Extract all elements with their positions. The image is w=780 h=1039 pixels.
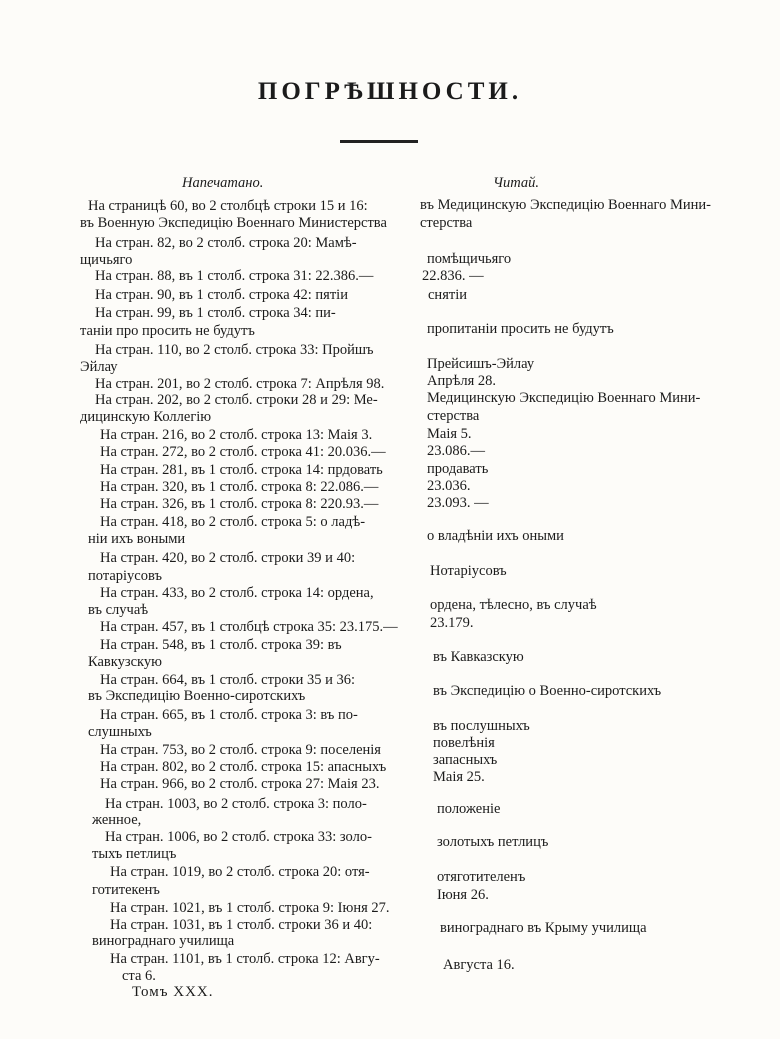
right-line: продавать <box>427 461 489 477</box>
left-line: На стран. 548, въ 1 столб. строка 39: въ <box>100 637 342 653</box>
right-line: ордена, тѣлесно, въ случаѣ <box>430 597 597 613</box>
left-line: въ Военную Экспедицію Военнаго Министерства <box>80 215 387 231</box>
right-line: стерства <box>427 408 480 424</box>
right-line: помѣщичьяго <box>427 251 512 267</box>
left-line: На стран. 664, въ 1 столб. строки 35 и 36: <box>100 672 356 688</box>
left-line: ніи ихъ воными <box>88 531 186 547</box>
left-line: На стран. 1003, во 2 столб. строка 3: поло- <box>105 796 367 812</box>
right-line: 23.179. <box>430 615 474 631</box>
left-line: На стран. 88, въ 1 столб. строка 31: 22.386.— <box>95 268 374 284</box>
left-line: щичьяго <box>80 252 133 268</box>
right-line: 23.086.— <box>427 443 485 459</box>
right-line: въ Экспедицію о Военно-сиротскихъ <box>433 683 662 699</box>
right-line: запасныхъ <box>433 752 498 768</box>
right-line: отяготителенъ <box>437 869 526 885</box>
left-line: Эйлау <box>80 359 118 375</box>
left-line: На стран. 420, во 2 столб. строки 39 и 40: <box>100 550 356 566</box>
printed-column-header: Напечатано. <box>182 175 264 191</box>
left-line: дицинскую Коллегію <box>80 409 212 425</box>
page-title: ПОГРѢШНОСТИ. <box>257 78 523 105</box>
left-line: готитекенъ <box>92 882 160 898</box>
left-line: На стран. 202, во 2 столб. строки 28 и 29: Ме- <box>95 392 378 408</box>
volume-footer: Томъ XXX. <box>132 984 214 1000</box>
right-line: Августа 16. <box>443 957 515 973</box>
left-line: На стран. 418, во 2 столб. строка 5: о ладѣ- <box>100 514 366 530</box>
left-line: Кавкузскую <box>88 654 162 670</box>
right-line: въ Медицинскую Экспедицію Военнаго Мини- <box>420 197 711 213</box>
right-line: 22.836. — <box>422 268 484 284</box>
left-line: На стран. 1006, во 2 столб. строка 33: золо- <box>105 829 372 845</box>
left-line: На стран. 1031, въ 1 столб. строки 36 и 40: <box>110 917 373 933</box>
right-line: Нотаріусовъ <box>430 563 507 579</box>
right-line: пропитаніи просить не будутъ <box>427 321 614 337</box>
left-line: На стран. 457, въ 1 столбцѣ строка 35: 23.175.— <box>100 619 398 635</box>
right-line: въ послушныхъ <box>433 718 530 734</box>
title-rule <box>340 140 418 143</box>
right-line: Маія 5. <box>427 426 472 442</box>
right-line: стерства <box>420 215 473 231</box>
left-line: На стран. 82, во 2 столб. строка 20: Мамѣ- <box>95 235 357 251</box>
left-line: На стран. 802, во 2 столб. строка 15: апасныхъ <box>100 759 387 775</box>
left-line: На стран. 216, во 2 столб. строка 13: Маія 3. <box>100 427 373 443</box>
left-line: женное, <box>92 812 142 828</box>
left-line: На стран. 99, въ 1 столб. строка 34: пи- <box>95 305 336 321</box>
left-line: На стран. 433, во 2 столб. строка 14: ордена, <box>100 585 374 601</box>
left-line: На стран. 110, во 2 столб. строка 33: Пройшъ <box>95 342 374 358</box>
left-line: На стран. 320, въ 1 столб. строка 8: 22.086.— <box>100 479 379 495</box>
right-line: винограднаго въ Крыму училища <box>440 920 647 936</box>
left-line: потаріусовъ <box>88 568 162 584</box>
right-line: Прейсишъ-Эйлау <box>427 356 535 372</box>
left-line: На стран. 1101, въ 1 столб. строка 12: Авгу- <box>110 951 380 967</box>
left-line: На стран. 966, во 2 столб. строка 27: Маія 23. <box>100 776 380 792</box>
read-column-header: Читай. <box>493 175 540 191</box>
right-line: Маія 25. <box>433 769 485 785</box>
left-line: въ Экспедицію Военно-сиротскихъ <box>88 688 306 704</box>
left-line: На стран. 272, во 2 столб. строка 41: 20.036.— <box>100 444 386 460</box>
right-line: снятіи <box>428 287 467 303</box>
left-line: винограднаго училища <box>92 933 235 949</box>
left-line: въ случаѣ <box>88 602 149 618</box>
left-line: На стран. 201, во 2 столб. строка 7: Апрѣля 98. <box>95 376 385 392</box>
left-line: таніи про просить не будутъ <box>80 323 255 339</box>
left-line: На стран. 1019, во 2 столб. строка 20: отя- <box>110 864 370 880</box>
left-line: На стран. 1021, въ 1 столб. строка 9: Іюня 27. <box>110 900 390 916</box>
left-line: На стран. 326, въ 1 столб. строка 8: 220.93.— <box>100 496 379 512</box>
left-line: ста 6. <box>122 968 156 984</box>
left-line: На стран. 665, въ 1 столб. строка 3: въ по- <box>100 707 358 723</box>
right-line: Апрѣля 28. <box>427 373 497 389</box>
left-line: тыхъ петлицъ <box>92 846 177 862</box>
right-line: положеніе <box>437 801 501 817</box>
right-line: золотыхъ петлицъ <box>437 834 549 850</box>
right-line: 23.093. — <box>427 495 489 511</box>
right-line: Іюня 26. <box>437 887 489 903</box>
right-line: о владѣніи ихъ оными <box>427 528 564 544</box>
left-line: слушныхъ <box>88 724 152 740</box>
right-line: повелѣнія <box>433 735 495 751</box>
left-line: На страницѣ 60, во 2 столбцѣ строки 15 и 16: <box>88 198 368 214</box>
left-line: На стран. 90, въ 1 столб. строка 42: пятіи <box>95 287 348 303</box>
right-line: 23.036. <box>427 478 471 494</box>
right-line: въ Кавказскую <box>433 649 524 665</box>
right-line: Медицинскую Экспедицію Военнаго Мини- <box>427 390 701 406</box>
left-line: На стран. 753, во 2 столб. строка 9: поселенія <box>100 742 381 758</box>
left-line: На стран. 281, въ 1 столб. строка 14: прдовать <box>100 462 383 478</box>
